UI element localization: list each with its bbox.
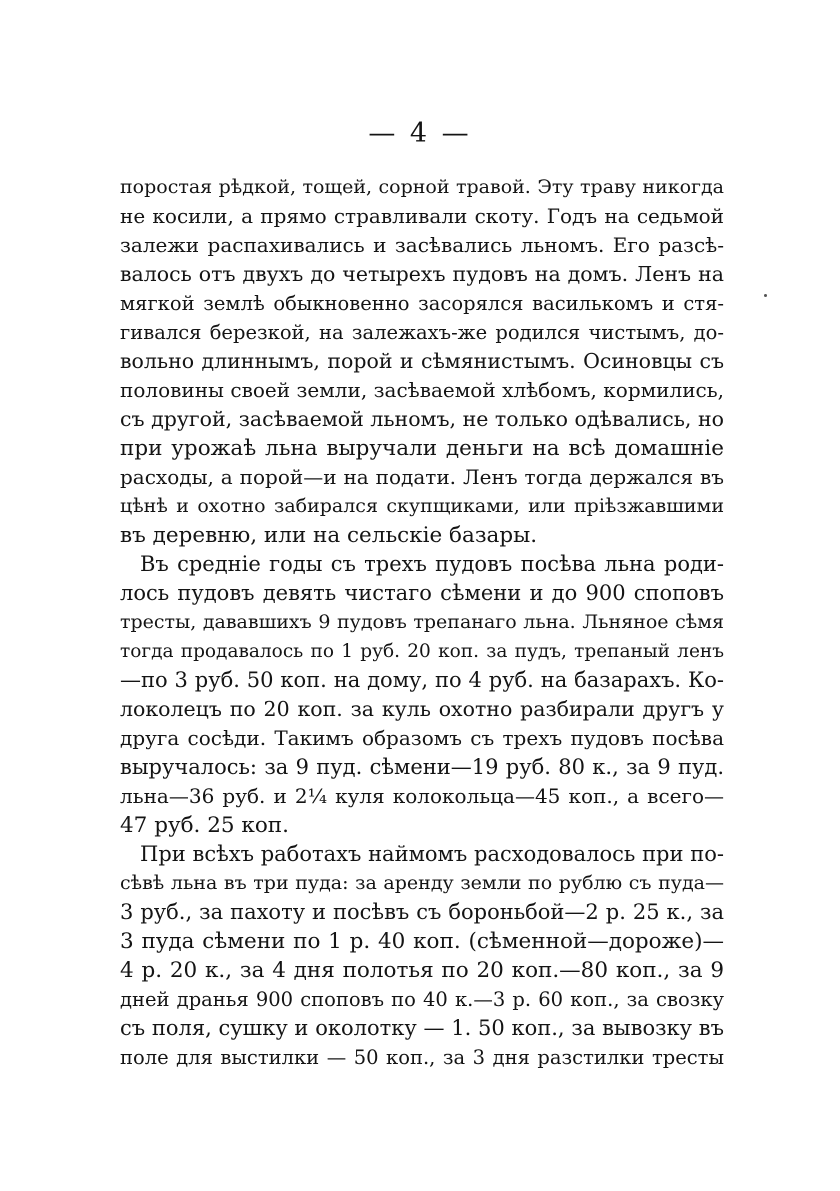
print-speck <box>764 294 767 297</box>
text-line: тогда продавалось по 1 руб. 20 коп. за пудъ, трепаный ленъ <box>120 641 724 662</box>
text-line: сѣвѣ льна въ три пуда: за аренду земли по рублю съ пуда— <box>120 872 724 894</box>
text-line: въ деревню, или на сельскіе базары. <box>120 523 538 548</box>
text-line: лось пудовъ девять чистаго сѣмени и до 900 споповъ <box>120 581 724 605</box>
text-line: Въ средніе годы съ трехъ пудовъ посѣва льна роди- <box>140 552 724 576</box>
text-line: мягкой землѣ обыкновенно засорялся василькомъ и стя- <box>120 292 724 315</box>
text-line: 4 р. 20 к., за 4 дня полотья по 20 коп.—80 коп., за 9 <box>120 958 724 983</box>
text-line: вольно длиннымъ, порой и сѣмянистымъ. Осиновцы съ <box>120 349 724 373</box>
page-number: — 4 — <box>368 118 472 149</box>
text-line: гивался березкой, на залежахъ-же родился чистымъ, до- <box>120 321 724 344</box>
text-line: локолецъ по 20 коп. за куль охотно разбирали другъ у <box>120 697 724 721</box>
text-line: при урожаѣ льна выручали деньги на всѣ домашніе <box>120 436 724 461</box>
text-line: 3 руб., за пахоту и посѣвъ съ бороньбой—2 р. 25 к., за <box>120 900 724 924</box>
text-line: валось отъ двухъ до четырехъ пудовъ на домъ. Ленъ на <box>120 262 724 286</box>
text-line: льна—36 руб. и 2¼ куля колокольца—45 коп., а всего— <box>120 784 724 808</box>
text-line: выручалось: за 9 пуд. сѣмени—19 руб. 80 к., за 9 пуд. <box>120 755 724 779</box>
text-line: расходы, а порой—и на подати. Ленъ тогда держался въ <box>120 465 724 489</box>
text-line: съ поля, сушку и околотку — 1. 50 коп., за вывозку въ <box>120 1016 724 1040</box>
text-line: поле для выстилки — 50 коп., за 3 дня разстилки тресты <box>120 1046 724 1069</box>
text-line: —по 3 руб. 50 коп. на дому, по 4 руб. на базарахъ. Ко- <box>120 668 724 692</box>
text-line: цѣнѣ и охотно забирался скупщиками, или пріѣзжавшими <box>120 495 724 517</box>
text-line: 3 пуда сѣмени по 1 р. 40 коп. (сѣменной—дороже)— <box>120 929 724 954</box>
text-line: не косили, а прямо стравливали скоту. Годъ на седьмой <box>120 204 724 228</box>
text-line: поростая рѣдкой, тощей, сорной травой. Эту траву никогда <box>120 176 724 198</box>
text-line: При всѣхъ работахъ наймомъ расходовалось при по- <box>140 842 724 866</box>
text-line: съ другой, засѣваемой льномъ, не только одѣвались, но <box>120 407 724 431</box>
text-line: половины своей земли, засѣваемой хлѣбомъ, кормились, <box>120 378 724 402</box>
text-line: залежи распахивались и засѣвались льномъ. Его разсѣ- <box>120 233 724 257</box>
text-line: тресты, дававшихъ 9 пудовъ трепанаго льна. Льняное сѣмя <box>120 611 724 633</box>
text-line: 47 руб. 25 коп. <box>120 813 289 838</box>
text-line: дней дранья 900 споповъ по 40 к.—3 р. 60 коп., за свозку <box>120 988 724 1011</box>
text-line: друга сосѣди. Такимъ образомъ съ трехъ пудовъ посѣва <box>120 726 724 750</box>
